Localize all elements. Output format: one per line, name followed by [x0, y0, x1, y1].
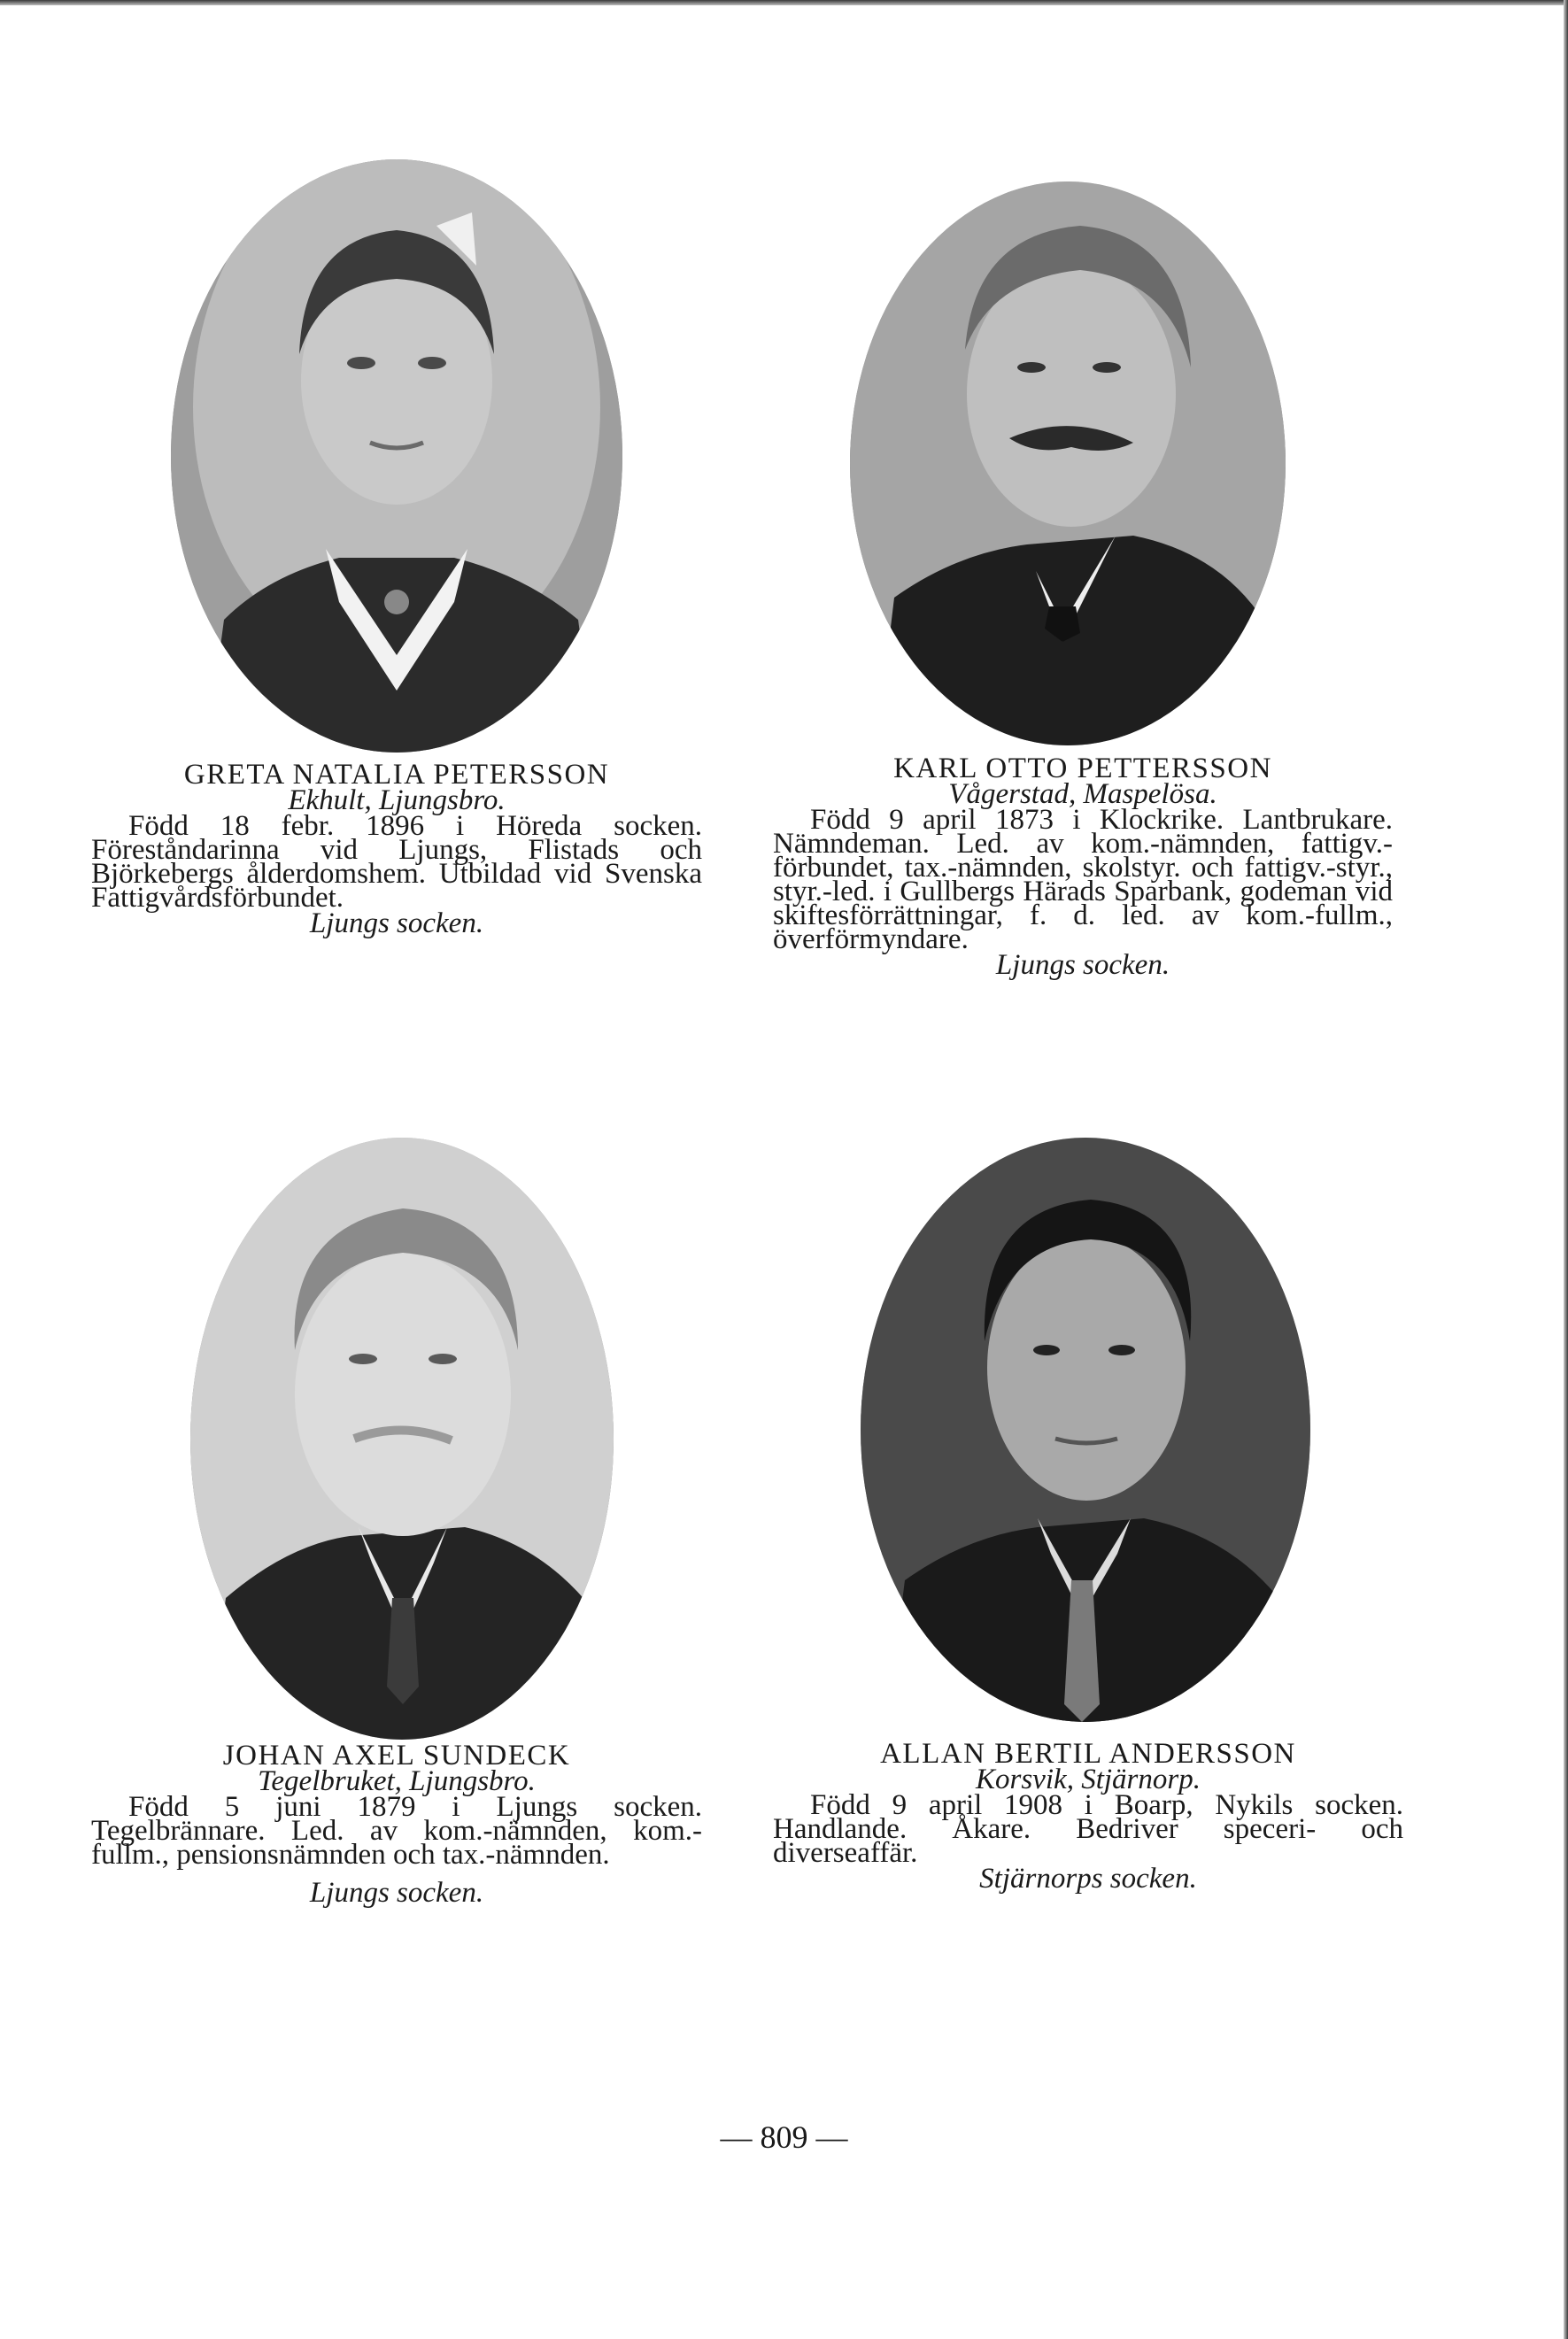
caption-johan [91, 1740, 702, 1909]
portrait-karl-figure [850, 181, 1286, 745]
portrait-woman-figure [171, 159, 622, 753]
portrait-allan-figure [861, 1138, 1310, 1722]
person-bio: Född 9 april 1873 i Klockrike. Lantbrukare. Nämndeman. Led. av kom.-nämnden, fattigv.-förbundet, tax.-nämnden, skolstyr. och fattigv.-styr., styr.-led. i Gullbergs Härads Sparbank, godeman vid skiftesförrättningar, f. d. led. av kom.-fullm., överförmyndare. [773, 804, 1393, 955]
person-parish: Ljungs socken. [309, 907, 484, 939]
caption-allan [773, 1738, 1403, 1895]
person-name: ALLAN BERTIL ANDERSSON [880, 1738, 1296, 1770]
caption-greta [91, 759, 702, 939]
portrait-photo-woman [171, 159, 622, 753]
person-parish: Ljungs socken. [309, 1877, 484, 1909]
person-place: Tegelbruket, Ljungsbro. [258, 1765, 536, 1797]
person-name: GRETA NATALIA PETERSSON [183, 759, 610, 791]
portrait-johan-figure [190, 1138, 614, 1740]
person-place: Ekhult, Ljungsbro. [288, 784, 506, 816]
portrait-photo-young-man [861, 1138, 1310, 1722]
portrait-photo-mustached-man [850, 181, 1286, 745]
portrait-photo-elderly-man [190, 1138, 614, 1740]
person-name: JOHAN AXEL SUNDECK [222, 1740, 571, 1772]
caption-karl [773, 753, 1393, 981]
page-number: — 809 — [720, 2119, 848, 2155]
person-place: Vågerstad, Maspelösa. [948, 778, 1217, 810]
person-place: Korsvik, Stjärnorp. [976, 1764, 1201, 1795]
page-edge-right [1564, 0, 1568, 2339]
page-edge-top [0, 0, 1568, 5]
person-bio: Född 18 febr. 1896 i Höreda socken. Föreståndarinna vid Ljungs, Flistads och Björkebergs ålderdomshem. Utbildad vid Svenska Fattigvårdsförbundet. [91, 810, 702, 914]
person-bio: Född 5 juni 1879 i Ljungs socken. Tegelbrännare. Led. av kom.-nämnden, kom.-fullm., pensionsnämnden och tax.-nämnden. [91, 1791, 702, 1871]
person-parish: Ljungs socken. [995, 949, 1170, 981]
person-parish: Stjärnorps socken. [979, 1863, 1197, 1895]
person-name: KARL OTTO PETTERSSON [893, 753, 1272, 784]
person-bio: Född 9 april 1908 i Boarp, Nykils socken. Handlande. Åkare. Bedriver speceri- och diverseaffär. [773, 1789, 1403, 1869]
